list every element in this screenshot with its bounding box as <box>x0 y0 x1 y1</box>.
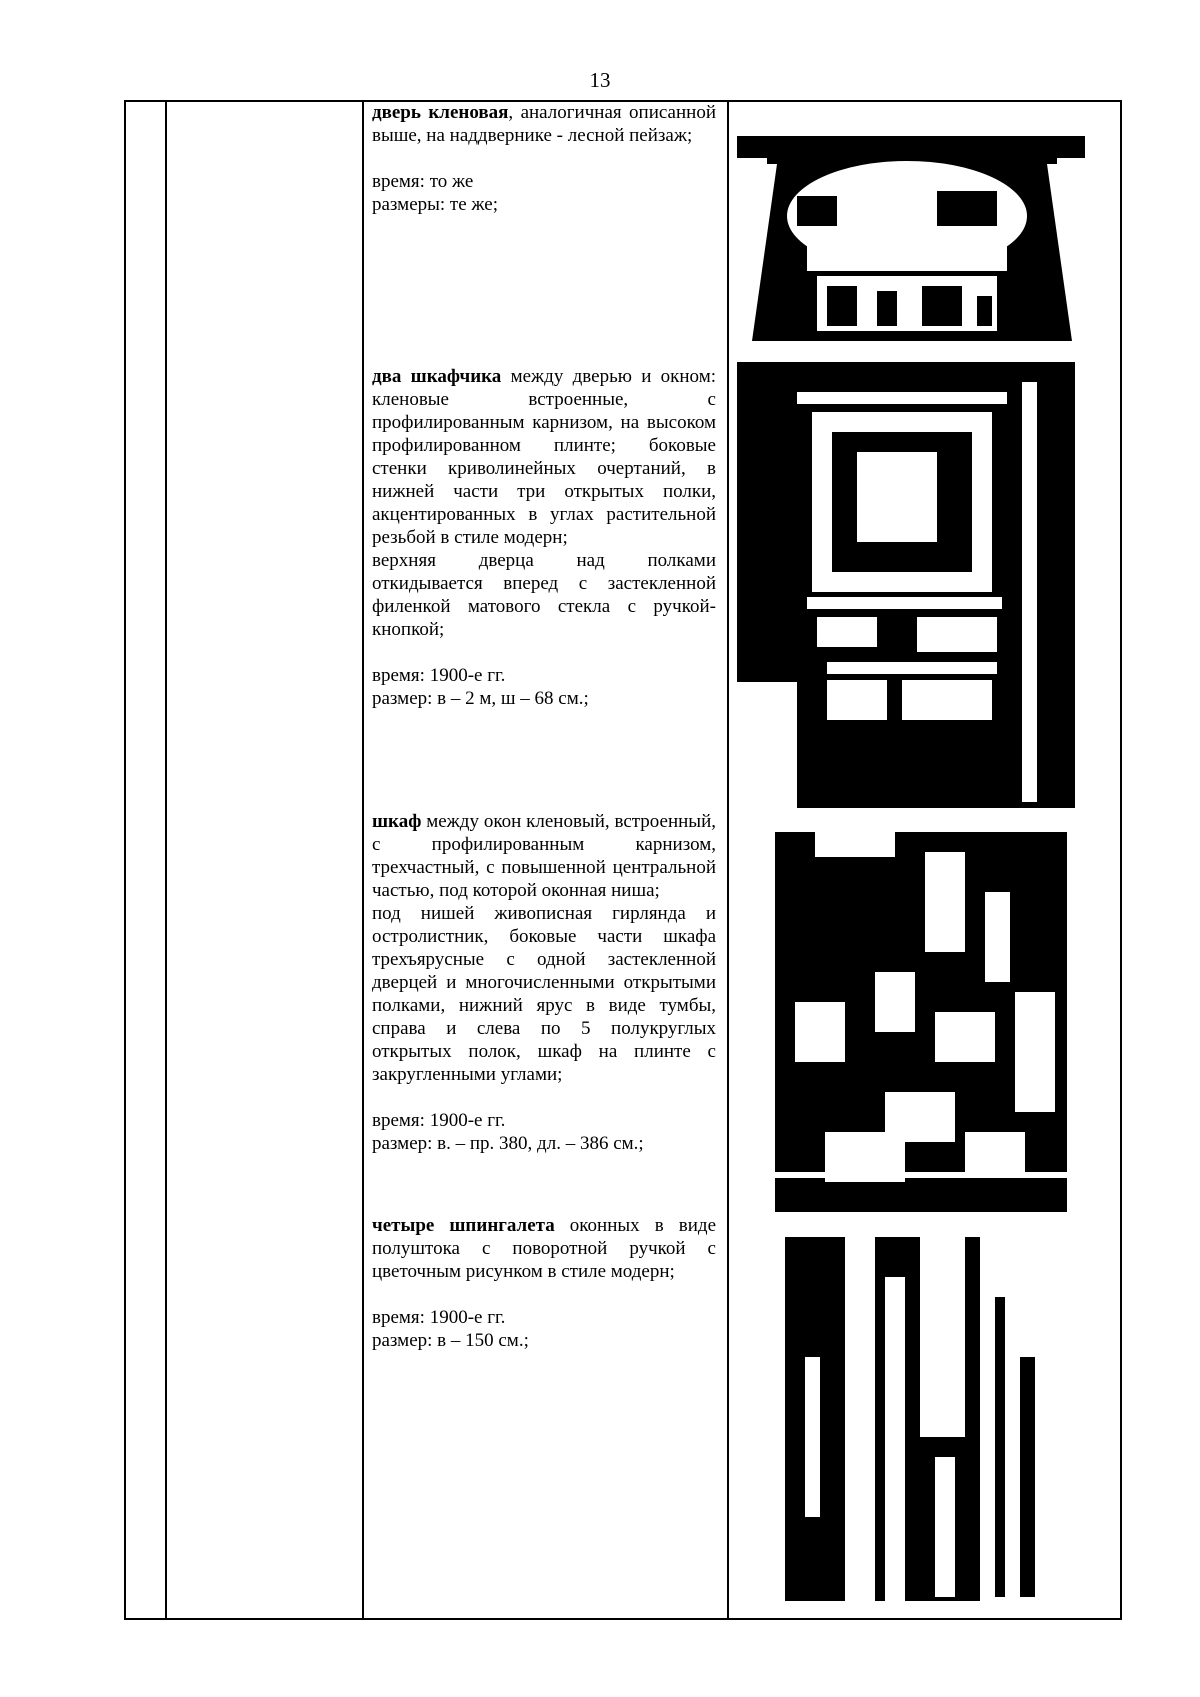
entry-title: два шкафчика <box>372 366 502 387</box>
entry-text: под нишей живописная гирлянда и остролистник, боковые части шкафа трехъярусные с одной застекленной дверцей и многочисленными открытыми полками, нижний ярус в виде тумбы, справа и слева по 5 полукруглых открытых полок, шкаф на плинте с закругленными углами; <box>372 903 716 1085</box>
entry-text: , аналогичная описанной выше, на наддвернике - лесной пейзаж; <box>372 102 716 146</box>
window-latch-photo <box>785 1237 1067 1601</box>
entry-size: размеры: те же; <box>372 194 498 215</box>
entry-text: оконных в виде полуштока с поворотной ручкой с цветочным рисунком в стиле модерн; <box>372 1215 716 1282</box>
entry-description <box>372 101 716 216</box>
entry-size: размер: в. – пр. 380, дл. – 386 см.; <box>372 1133 644 1154</box>
entry-text: между окон кленовый, встроенный, с профилированным карнизом, трехчастный, с повышенной центральной частью, под которой оконная ниша; <box>372 811 716 901</box>
page-number: 13 <box>589 68 611 92</box>
column-divider <box>362 102 364 1618</box>
entry-description <box>372 365 716 710</box>
entry-time: время: 1900-е гг. <box>372 665 506 686</box>
entry-title: четыре шпингалета <box>372 1215 555 1236</box>
entry-title: дверь кленовая <box>372 102 509 123</box>
entry-title: шкаф <box>372 811 422 832</box>
door-top-landscape-photo <box>737 136 1085 341</box>
entry-text: между дверью и окном: кленовые встроенные, с профилированным карнизом, на высоком профилированном плинте; боковые стенки криволинейных очертаний, в нижней части три открытых полки, акцентированных в углах растительной резьбой в стиле модерн; <box>372 366 717 548</box>
built-in-wardrobe-photo <box>775 832 1067 1212</box>
entry-description <box>372 810 716 1155</box>
entry-time: время: 1900-е гг. <box>372 1307 506 1328</box>
entry-size: размер: в – 150 см.; <box>372 1330 529 1351</box>
entry-text: верхняя дверца над полками откидывается вперед с застекленной филенкой матового стекла с ручкой-кнопкой; <box>372 550 716 640</box>
column-divider <box>727 102 729 1618</box>
column-divider <box>165 102 167 1618</box>
entry-size: размер: в – 2 м, ш – 68 см.; <box>372 688 589 709</box>
entry-time: время: то же <box>372 171 474 192</box>
entry-time: время: 1900-е гг. <box>372 1110 506 1131</box>
small-cabinet-photo <box>737 362 1075 808</box>
entry-description <box>372 1214 716 1352</box>
